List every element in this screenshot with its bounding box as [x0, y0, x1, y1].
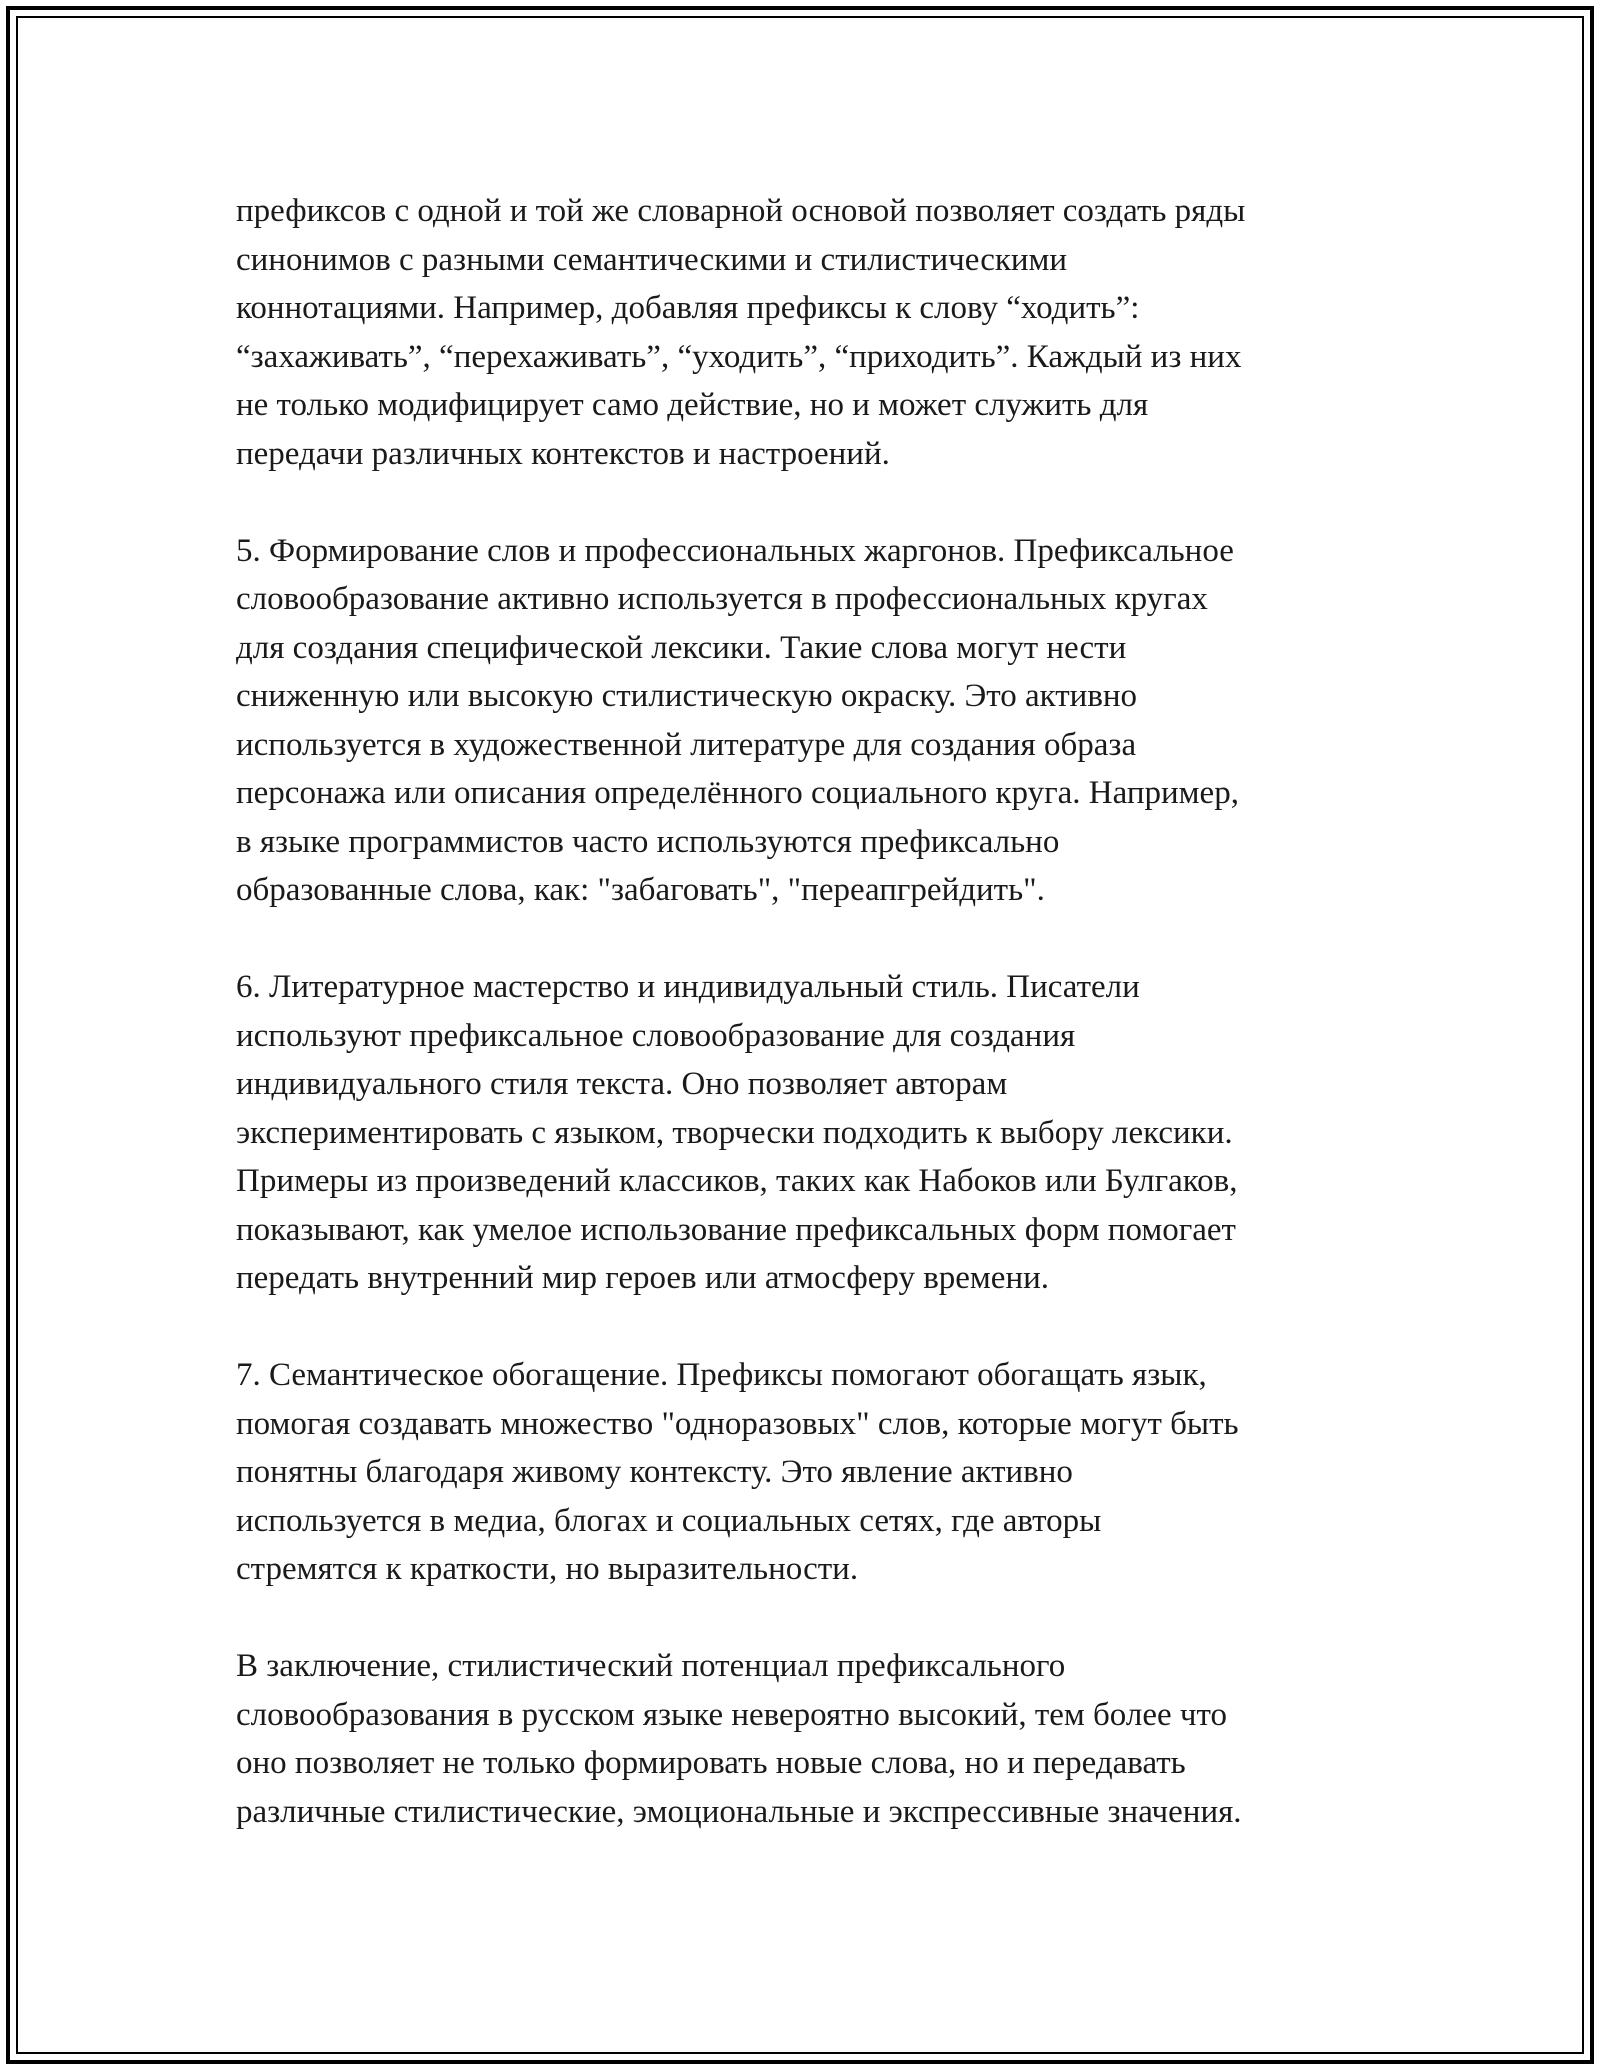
text-line: используют префиксальное словообразование для создания: [236, 1017, 1076, 1054]
paragraph-conclusion: [236, 1642, 1396, 1836]
paragraph-7-semantic-enrichment: [236, 1351, 1396, 1594]
text-line: в языке программистов часто используются префиксально: [236, 823, 1060, 860]
text-line: для создания специфической лексики. Такие слова могут нести: [236, 629, 1127, 666]
text-line: передачи различных контекстов и настроений.: [236, 435, 890, 472]
text-line: сниженную или высокую стилистическую окраску. Это активно: [236, 678, 1138, 714]
text-line: не только модифицирует само действие, но и может служить для: [236, 387, 1149, 423]
text-line: образованные слова, как: "забаговать", "переапгрейдить".: [236, 872, 1045, 908]
text-line: словообразования в русском языке невероятно высокий, тем более что: [236, 1696, 1227, 1733]
text-line: экспериментировать с языком, творчески подходить к выбору лексики.: [236, 1114, 1233, 1151]
document-body: [236, 187, 1396, 1836]
text-line: 6. Литературное мастерство и индивидуальный стиль. Писатели: [236, 969, 1140, 1005]
text-line: понятны благодаря живому контексту. Это явление активно: [236, 1454, 1073, 1490]
paragraph-prefix-synonyms: [236, 187, 1396, 478]
paragraph-spacer: [236, 915, 1396, 964]
paragraph-5-professional-jargon: [236, 527, 1396, 915]
text-line: индивидуального стиля текста. Оно позволяет авторам: [236, 1066, 1008, 1102]
text-line: “захаживать”, “перехаживать”, “уходить”, “приходить”. Каждый из них: [236, 338, 1242, 375]
text-line: показывают, как умелое использование префиксальных форм помогает: [236, 1211, 1236, 1248]
text-line: передать внутренний мир героев или атмосферу времени.: [236, 1260, 1050, 1296]
paragraph-spacer: [236, 478, 1396, 527]
text-line: помогая создавать множество "одноразовых" слов, которые могут быть: [236, 1405, 1239, 1442]
text-line: 7. Семантическое обогащение. Префиксы помогают обогащать язык,: [236, 1357, 1207, 1393]
text-line: префиксов с одной и той же словарной основой позволяет создать ряды: [236, 193, 1246, 229]
text-line: В заключение, стилистический потенциал префиксального: [236, 1648, 1066, 1684]
paragraph-spacer: [236, 1594, 1396, 1643]
text-line: 5. Формирование слов и профессиональных жаргонов. Префиксальное: [236, 532, 1234, 569]
text-line: Примеры из произведений классиков, таких как Набоков или Булгаков,: [236, 1163, 1238, 1199]
text-line: используется в медиа, блогах и социальных сетях, где авторы: [236, 1502, 1102, 1539]
text-line: используется в художественной литературе для создания образа: [236, 726, 1137, 763]
paragraph-6-literary-style: [236, 963, 1396, 1303]
text-line: различные стилистические, эмоциональные и экспрессивные значения.: [236, 1793, 1242, 1830]
text-line: персонажа или описания определённого социального круга. Например,: [236, 775, 1239, 811]
text-line: синонимов с разными семантическими и стилистическими: [236, 241, 1068, 278]
text-line: оно позволяет не только формировать новые слова, но и передавать: [236, 1745, 1186, 1781]
text-line: коннотациями. Например, добавляя префиксы к слову “ходить”:: [236, 290, 1140, 326]
paragraph-spacer: [236, 1303, 1396, 1352]
text-line: стремятся к краткости, но выразительности.: [236, 1551, 859, 1587]
text-line: словообразование активно используется в профессиональных кругах: [236, 581, 1208, 617]
